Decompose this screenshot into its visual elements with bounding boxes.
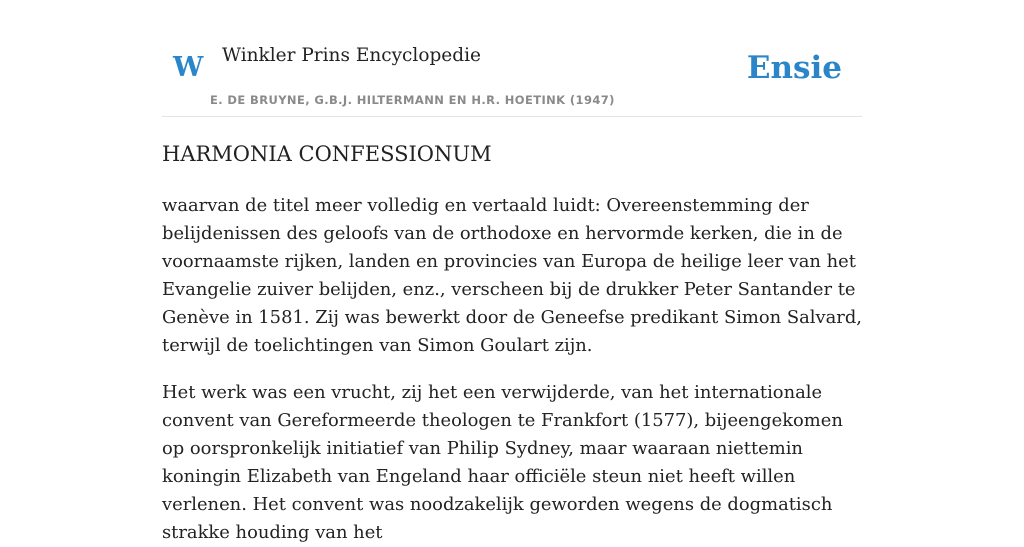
publication-logo[interactable]: W xyxy=(173,52,204,83)
article-paragraph: waarvan de titel meer volledig en vertaald luidt: Overeenstemming der belijdenissen des geloofs van de orthodoxe en hervormde kerken, die in de voornaamste rijken, landen en provincies van Europa de heilige leer van het Evangelie zuiver belijden, enz., verscheen bij de drukker Peter Santander te Genève in 1581. Zij was bewerkt door de Geneefse predikant Simon Salvard, terwijl de toelichtingen van Simon Goulart zijn. xyxy=(162,195,862,356)
publication-title[interactable]: Winkler Prins Encyclopedie xyxy=(222,45,481,66)
site-header xyxy=(162,0,862,117)
page xyxy=(162,0,862,547)
publication-authors: E. DE BRUYNE, G.B.J. HILTERMANN EN H.R. HOETINK (1947) xyxy=(210,93,615,107)
article-paragraph: Het werk was een vrucht, zij het een verwijderde, van het internationale convent van Gereformeerde theologen te Frankfort (1577), bijeengekomen op oorspronkelijk initiatief van Philip Sydney, maar waaraan niettemin koningin Elizabeth van Engeland haar officiële steun niet heeft willen verlenen. Het convent was noodzakelijk geworden wegens de dogmatisch strakke houding van het xyxy=(162,382,843,543)
ensie-logo[interactable]: Ensie xyxy=(746,50,842,86)
article-title: HARMONIA CONFESSIONUM xyxy=(162,142,492,166)
